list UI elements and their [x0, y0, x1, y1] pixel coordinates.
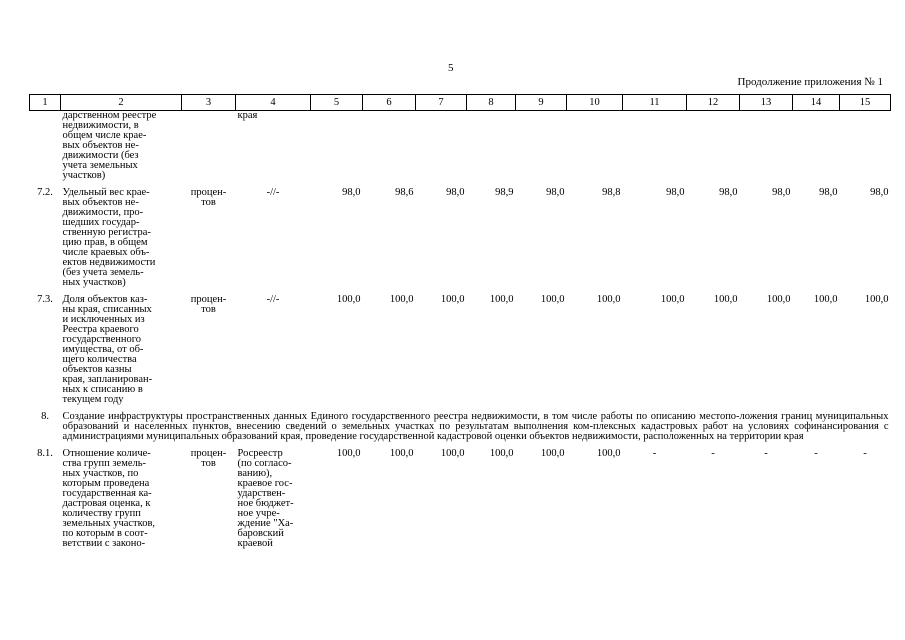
value-cell: 98,0: [819, 187, 838, 198]
table-row: [30, 295, 891, 405]
col-header: 7: [416, 95, 467, 111]
col-header: 9: [516, 95, 567, 111]
value-cell: 98,0: [446, 187, 465, 198]
col-header: 12: [687, 95, 740, 111]
col-header: 11: [623, 95, 687, 111]
indicator-name: дарственном реестре недвижимости, в общем числе крае- вых объектов не- движимости (без учета земельных участков): [62, 110, 157, 181]
section-row: [30, 412, 891, 442]
col-header: 1: [30, 95, 61, 111]
value-cell: 98,0: [870, 187, 889, 198]
row-id: 8.1.: [37, 448, 53, 459]
value-cell: 98,0: [666, 187, 685, 198]
value-cell: 100,0: [766, 294, 791, 305]
col-header: 5: [311, 95, 363, 111]
col-header: 13: [740, 95, 793, 111]
value-cell: 100,0: [540, 294, 565, 305]
value-cell: 100,0: [440, 294, 465, 305]
indicator-name: Удельный вес крае- вых объектов не- движимости, про- шедших государ- ственную регистра- цию прав, в общем числе краевых объ- ектов недвижимости (без учета земель- ных участков): [62, 187, 156, 288]
value-cell: -: [711, 448, 715, 459]
indicators-table: [29, 94, 891, 549]
col-header: 4: [236, 95, 311, 111]
col-header: 3: [182, 95, 236, 111]
value-cell: -: [764, 448, 768, 459]
unit-cell: процен- тов: [190, 448, 227, 469]
col-header: 2: [61, 95, 182, 111]
value-cell: 100,0: [596, 448, 621, 459]
value-cell: 100,0: [336, 448, 361, 459]
value-cell: 100,0: [864, 294, 889, 305]
value-cell: 98,0: [719, 187, 738, 198]
source-cell: -//-: [266, 294, 280, 305]
unit-cell: процен- тов: [190, 187, 227, 208]
indicator-name: Доля объектов каз- ны края, списанных и исключенных из Реестра краевого государственного имущества, от об- щего количества объектов казны края, запланирован- ных к списанию в текущем году: [62, 294, 153, 405]
appendix-note: Продолжение приложения № 1: [737, 76, 883, 88]
col-header: 8: [467, 95, 516, 111]
value-cell: 98,0: [772, 187, 791, 198]
value-cell: 98,6: [395, 187, 414, 198]
table-row-continued: [30, 111, 891, 182]
row-id: 7.3.: [37, 294, 53, 305]
source-cell: -//-: [266, 187, 280, 198]
column-number-row: [30, 95, 891, 111]
value-cell: 98,8: [602, 187, 621, 198]
value-cell: -: [814, 448, 818, 459]
unit-cell: процен- тов: [190, 294, 227, 315]
value-cell: -: [863, 448, 867, 459]
value-cell: 100,0: [660, 294, 685, 305]
section-title: Создание инфраструктуры пространственных данных Единого государственного реестра недвижимости, в том числе работы по описанию местопо-ложения границ муниципальных образований и населенных пунктов, внесению сведений о земельных участках по результатам выполнения ком-плексных кадастровых работ на условиях софинансирования с администрациями муниципальных образований края, проведение государственной кадастровой оценки объектов недвижимости, расположенных на территории края: [62, 411, 889, 442]
source-cell: Росреестр (по согласо- ванию), краевое гос- ударствен- ное бюджет- ное учре- ждение "Ха- баровский краевой: [237, 448, 294, 549]
col-header: 10: [567, 95, 623, 111]
value-cell: 100,0: [440, 448, 465, 459]
value-cell: 100,0: [489, 294, 514, 305]
table-row: [30, 449, 891, 549]
value-cell: 100,0: [813, 294, 838, 305]
value-cell: 100,0: [389, 294, 414, 305]
row-id: 7.2.: [37, 187, 53, 198]
section-id: 8.: [41, 411, 49, 422]
value-cell: 100,0: [489, 448, 514, 459]
value-cell: 100,0: [596, 294, 621, 305]
col-header: 6: [363, 95, 416, 111]
value-cell: 98,0: [546, 187, 565, 198]
page-number: 5: [448, 62, 454, 74]
indicator-name: Отношение количе- ства групп земель- ных участков, по которым проведена государственная ка- дастровая оценка, к количеству групп земельных участков, по которым в соот- ветствии с законо-: [62, 448, 156, 549]
value-cell: 100,0: [389, 448, 414, 459]
value-cell: 100,0: [713, 294, 738, 305]
value-cell: 100,0: [540, 448, 565, 459]
value-cell: 100,0: [336, 294, 361, 305]
col-header: 14: [793, 95, 840, 111]
value-cell: 98,9: [495, 187, 514, 198]
table-row: [30, 188, 891, 288]
value-cell: 98,0: [342, 187, 361, 198]
source-cell: края: [237, 110, 258, 121]
col-header: 15: [840, 95, 891, 111]
value-cell: -: [652, 448, 657, 459]
